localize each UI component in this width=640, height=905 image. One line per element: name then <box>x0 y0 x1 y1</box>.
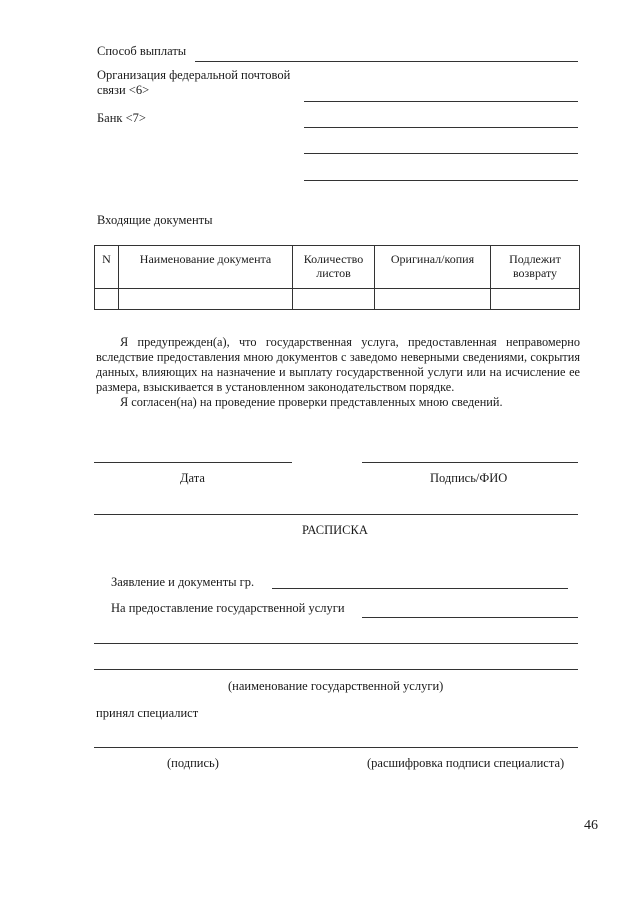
section-divider <box>94 514 578 515</box>
statement-label: Заявление и документы гр. <box>111 575 255 589</box>
consent-paragraph: Я согласен(на) на проведение проверки представленных мною сведений. <box>120 395 503 409</box>
service-name-caption: (наименование государственной услуги) <box>228 679 444 693</box>
post-org-label-line2: связи <6> <box>97 83 150 97</box>
header-n: N <box>95 246 119 289</box>
bank-line-1 <box>304 127 578 128</box>
warning-block <box>96 335 580 410</box>
table-header-row <box>95 246 580 289</box>
bank-label: Банк <7> <box>97 111 146 125</box>
table-cell[interactable] <box>95 289 119 310</box>
header-return: Подлежит возврату <box>491 246 580 289</box>
table-cell[interactable] <box>293 289 375 310</box>
decode-caption: (расшифровка подписи специалиста) <box>367 756 565 770</box>
signature-label: Подпись/ФИО <box>430 471 508 485</box>
table-cell[interactable] <box>119 289 293 310</box>
post-org-label-line1: Организация федеральной почтовой <box>97 68 291 82</box>
service-line-3 <box>94 669 578 670</box>
signature-line <box>362 462 578 463</box>
table-cell[interactable] <box>491 289 580 310</box>
date-line <box>94 462 292 463</box>
header-original-copy: Оригинал/копия <box>375 246 491 289</box>
incoming-docs-table <box>94 245 580 310</box>
service-label: На предоставление государственной услуги <box>111 601 345 615</box>
incoming-docs-title: Входящие документы <box>97 213 213 227</box>
post-org-line <box>304 101 578 102</box>
receipt-title: РАСПИСКА <box>302 523 368 537</box>
service-line-2 <box>94 643 578 644</box>
accepted-label: принял специалист <box>96 706 199 720</box>
table-cell[interactable] <box>375 289 491 310</box>
specialist-line <box>94 747 578 748</box>
date-label: Дата <box>180 471 205 485</box>
service-line-1 <box>362 617 578 618</box>
bank-line-2 <box>304 153 578 154</box>
table-row <box>95 289 580 310</box>
header-doc-name: Наименование документа <box>119 246 293 289</box>
bank-line-3 <box>304 180 578 181</box>
warning-paragraph: Я предупрежден(а), что государственная услуга, предоставленная неправомерно вследствие предоставления мною документов с заведомо неверными сведениями, сокрытия данных, влияющих на назначение и выплату государственной услуги или на исчисление ее размера, взыскивается в установленном законодательством порядке. <box>96 335 580 394</box>
header-sheet-count: Количество листов <box>293 246 375 289</box>
payment-method-label: Способ выплаты <box>97 44 187 58</box>
page-number: 46 <box>584 818 598 833</box>
payment-method-line <box>195 61 578 62</box>
statement-line <box>272 588 568 589</box>
sign-caption: (подпись) <box>167 756 219 770</box>
